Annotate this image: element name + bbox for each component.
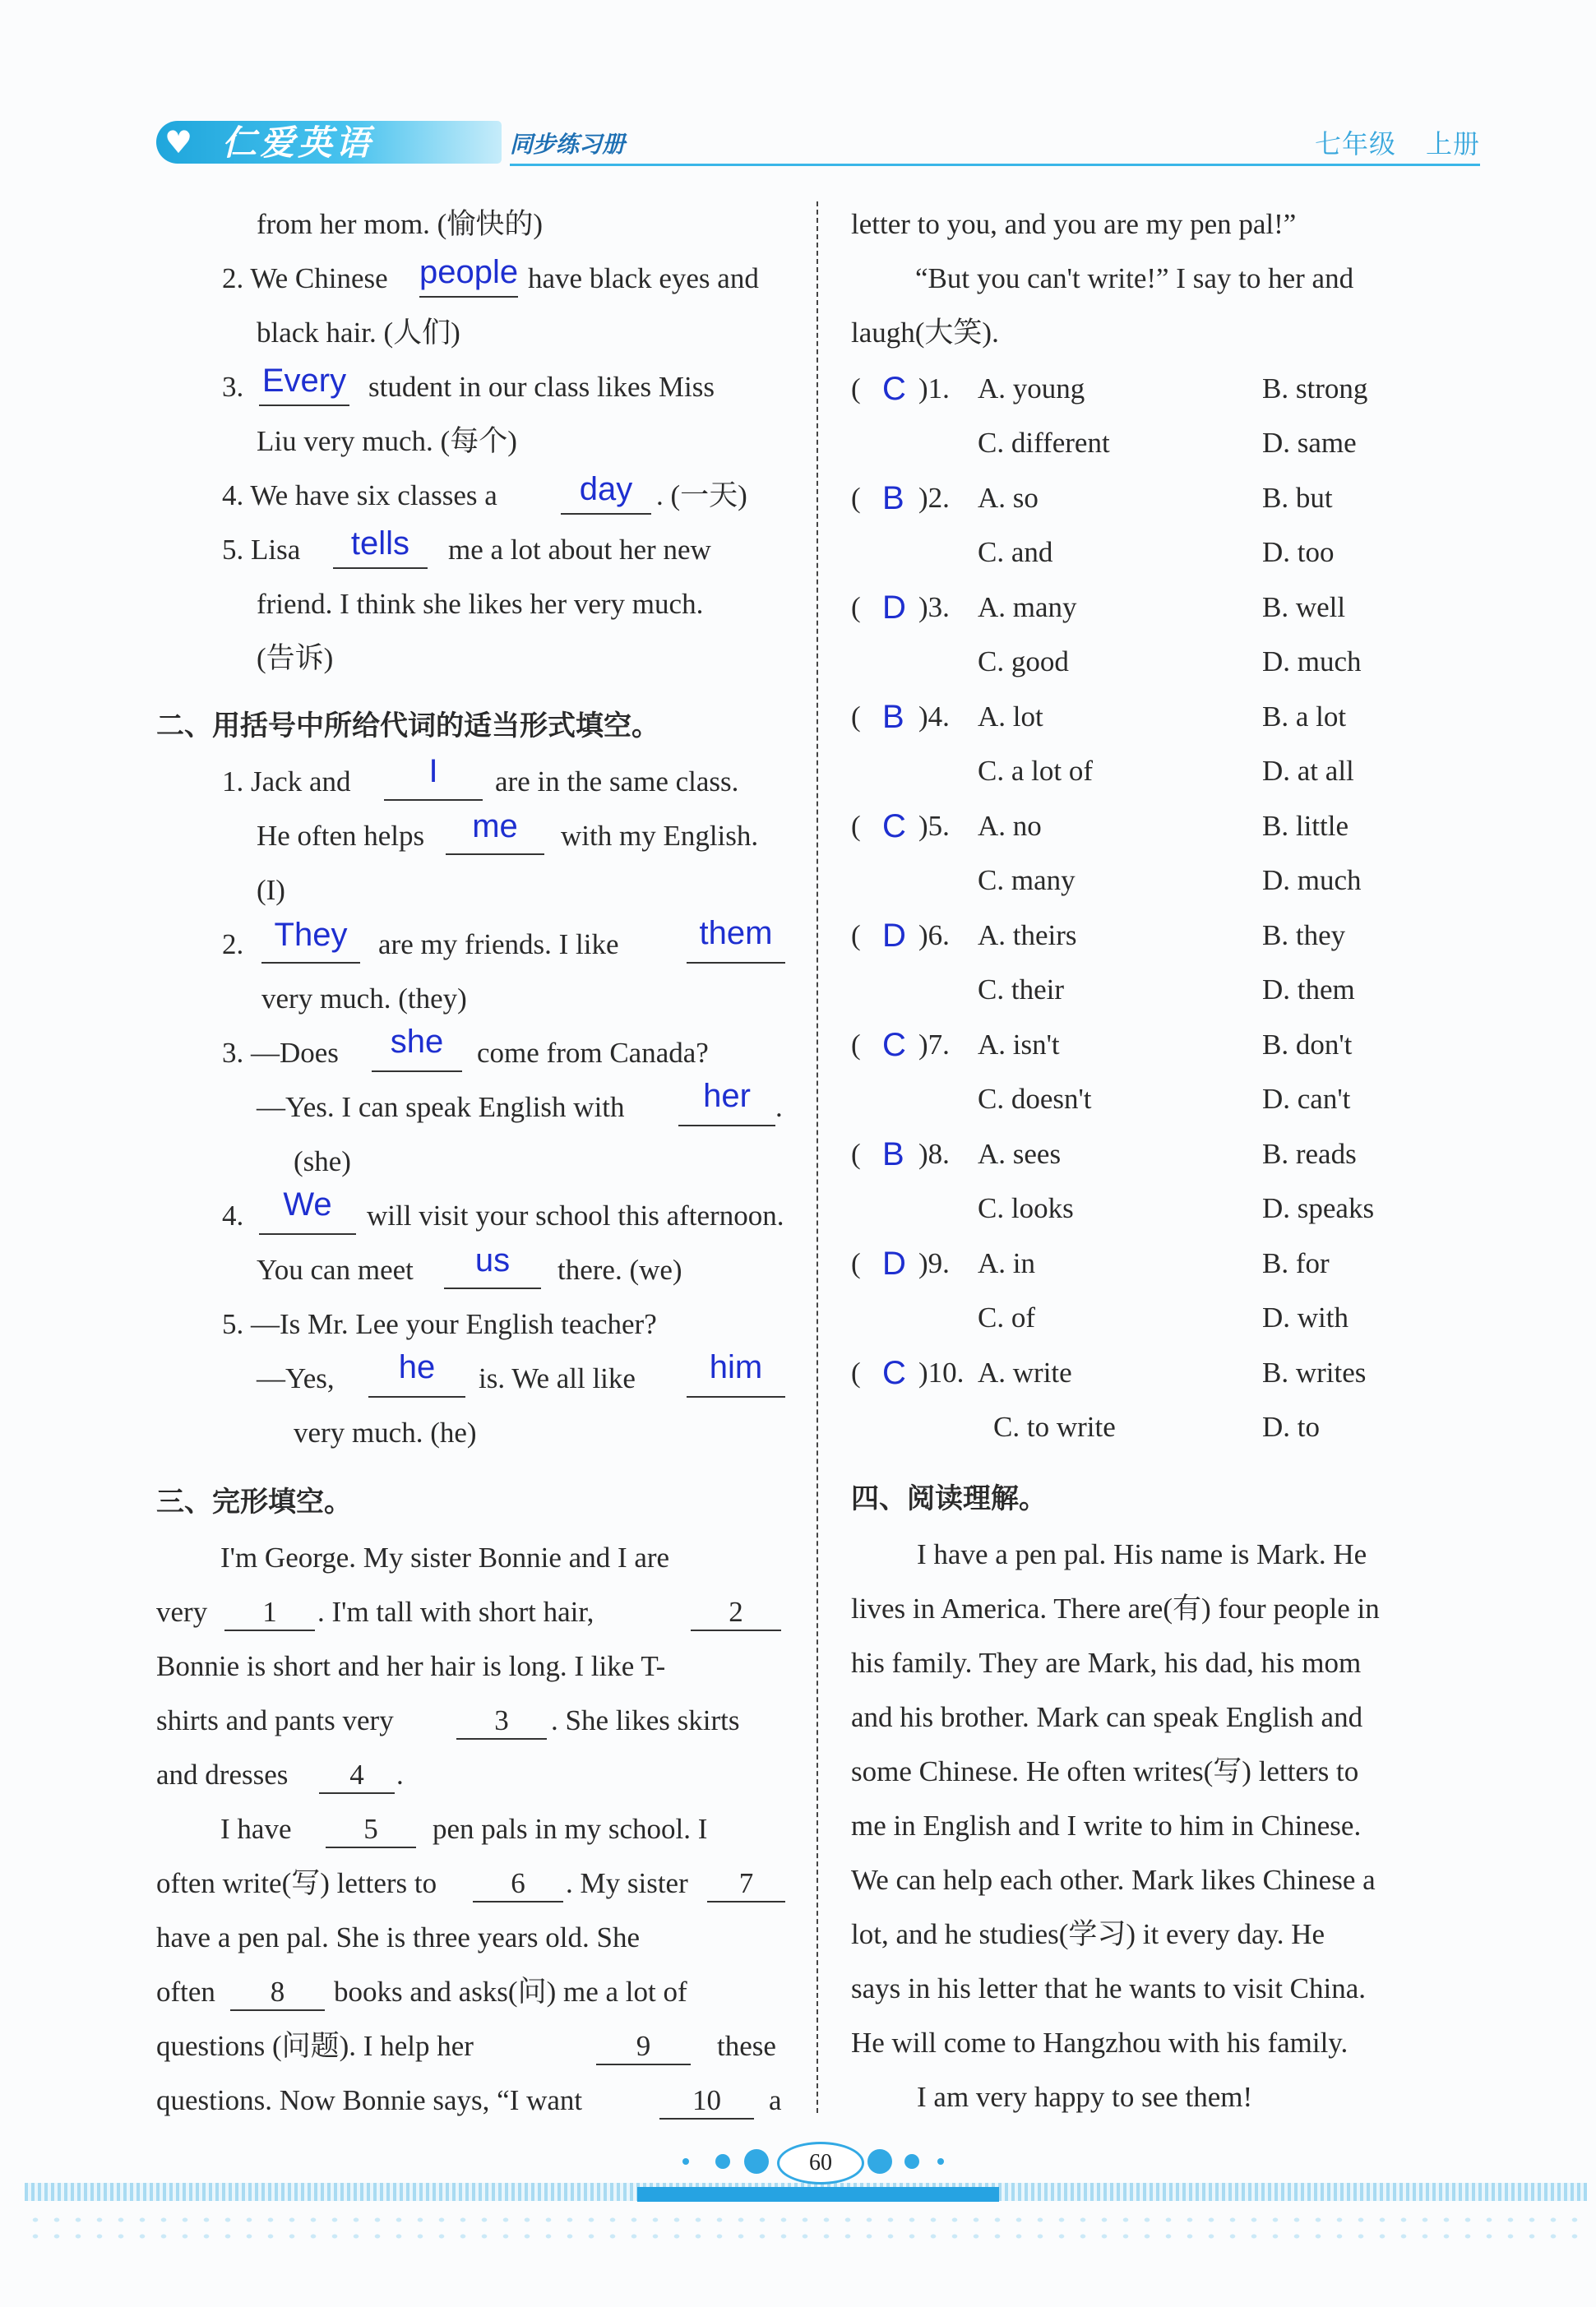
text-line: 5. —Is Mr. Lee your English teacher?	[222, 1308, 657, 1340]
filled-answer: They	[274, 917, 348, 953]
option-c: C. a lot of	[978, 755, 1093, 787]
open-paren: (	[851, 810, 861, 842]
text-line: I am very happy to see them!	[917, 2081, 1253, 2113]
question-number: )10.	[918, 1357, 965, 1389]
page-header	[148, 119, 1480, 169]
filled-answer: us	[474, 1242, 511, 1278]
selected-answer: D	[882, 589, 906, 626]
filled-answer: him	[709, 1349, 763, 1385]
answer-blank	[446, 853, 544, 855]
text-line: . My sister	[566, 1867, 688, 1899]
open-paren: (	[851, 1247, 861, 1279]
text-line: are my friends. I like	[378, 928, 619, 960]
text-line: —Yes. I can speak English with	[257, 1091, 625, 1123]
answer-blank	[687, 1396, 785, 1398]
option-c: C. doesn't	[978, 1083, 1092, 1115]
selected-answer: B	[882, 1136, 904, 1172]
open-paren: (	[851, 1357, 861, 1389]
text-line: a	[769, 2084, 782, 2116]
filled-answer: she	[390, 1024, 444, 1060]
cloze-number: 8	[270, 1976, 285, 2008]
filled-answer: her	[703, 1078, 751, 1114]
option-c: C. many	[978, 864, 1076, 896]
text-line: often write(写) letters to	[156, 1867, 437, 1899]
filled-answer: tells	[350, 525, 410, 562]
answer-blank	[333, 567, 428, 569]
text-line: 1. Jack and	[222, 765, 351, 798]
selected-answer: C	[882, 371, 906, 407]
option-d: D. much	[1262, 645, 1362, 677]
heart-icon: ♥	[164, 124, 193, 160]
text-line: books and asks(问) me a lot of	[334, 1976, 687, 2008]
volume: 上册	[1425, 128, 1480, 160]
text-line: (告诉)	[257, 642, 334, 674]
text-line: often	[156, 1976, 215, 2008]
text-line: is. We all like	[479, 1362, 636, 1394]
text-line: pen pals in my school. I	[433, 1813, 708, 1845]
option-c: C. and	[978, 536, 1053, 568]
text-line: lot, and he studies(学习) it every day. He	[851, 1918, 1325, 1950]
decor-dot	[867, 2149, 892, 2174]
answer-blank	[368, 1396, 465, 1398]
text-line: friend. I think she likes her very much.	[257, 588, 704, 620]
decor-dot	[744, 2149, 769, 2174]
cloze-number: 7	[738, 1867, 754, 1899]
option-d: D. speaks	[1262, 1192, 1375, 1224]
section-title: 三、完形填空。	[156, 1486, 352, 1519]
option-a: A. theirs	[978, 919, 1077, 951]
page-number: 60	[777, 2142, 864, 2184]
cloze-number: 4	[349, 1759, 364, 1791]
answer-blank	[561, 513, 651, 515]
text-line: me in English and I write to him in Chinese.	[851, 1810, 1362, 1842]
answer-blank	[384, 799, 483, 801]
option-d: D. much	[1262, 864, 1362, 896]
open-paren: (	[851, 700, 861, 733]
option-d: D. at all	[1262, 755, 1354, 787]
question-number: )9.	[918, 1247, 950, 1279]
book-subtitle: 同步练习册	[510, 131, 626, 158]
text-line: very much. (they)	[261, 982, 467, 1015]
text-line: Bonnie is short and her hair is long. I like T-	[156, 1650, 666, 1682]
option-a: A. isn't	[978, 1029, 1060, 1061]
cloze-number: 9	[636, 2030, 651, 2062]
selected-answer: C	[882, 808, 906, 844]
text-line: very much. (he)	[294, 1417, 477, 1449]
grade: 七年级	[1314, 128, 1396, 160]
answer-blank	[419, 296, 518, 298]
option-c: C. of	[978, 1301, 1035, 1334]
question-number: )4.	[918, 700, 950, 733]
answer-blank	[259, 1233, 356, 1235]
text-line: from her mom. (愉快的)	[257, 208, 543, 240]
text-line: letter to you, and you are my pen pal!”	[851, 208, 1297, 240]
text-line: .	[396, 1759, 404, 1791]
grade-label	[1315, 127, 1480, 160]
option-b: B. for	[1262, 1247, 1330, 1279]
filled-answer: I	[428, 753, 438, 789]
text-line: —Yes,	[257, 1362, 335, 1394]
open-paren: (	[851, 1138, 861, 1170]
option-b: B. well	[1262, 591, 1346, 623]
answer-blank	[687, 962, 785, 964]
question-number: )1.	[918, 372, 950, 405]
text-line: with my English.	[561, 820, 759, 852]
text-line: 4.	[222, 1200, 244, 1232]
option-c: C. looks	[978, 1192, 1074, 1224]
filled-answer: me	[472, 808, 518, 844]
text-line: (I)	[257, 874, 285, 906]
text-line: questions. Now Bonnie says, “I want	[156, 2084, 583, 2116]
option-b: B. reads	[1262, 1138, 1357, 1170]
text-line: these	[717, 2030, 776, 2062]
text-line: says in his letter that he wants to visit China.	[851, 1972, 1367, 2004]
filled-answer: day	[579, 471, 633, 507]
filled-answer: We	[283, 1186, 332, 1223]
question-number: )2.	[918, 482, 950, 514]
text-line: questions (问题). I help her	[156, 2030, 474, 2062]
section-title: 四、阅读理解。	[851, 1482, 1047, 1515]
option-d: D. too	[1262, 536, 1335, 568]
question-number: )8.	[918, 1138, 950, 1170]
selected-answer: C	[882, 1027, 906, 1063]
text-line: .	[775, 1091, 783, 1123]
option-a: A. lot	[978, 700, 1043, 733]
text-line: student in our class likes Miss	[368, 371, 715, 403]
open-paren: (	[851, 482, 861, 514]
cloze-number: 1	[262, 1596, 277, 1628]
option-d: D. can't	[1262, 1083, 1351, 1115]
option-b: B. don't	[1262, 1029, 1353, 1061]
text-line: I'm George. My sister Bonnie and I are	[220, 1542, 670, 1574]
text-line: laugh(大笑).	[851, 317, 999, 349]
option-a: A. no	[978, 810, 1042, 842]
text-line: come from Canada?	[477, 1037, 709, 1069]
text-line: 2. We Chinese	[222, 262, 388, 294]
question-number: )3.	[918, 591, 950, 623]
text-line: shirts and pants very	[156, 1704, 394, 1736]
cloze-number: 10	[692, 2084, 721, 2116]
option-c: C. to write	[993, 1411, 1116, 1443]
text-line: Liu very much. (每个)	[257, 425, 517, 457]
option-d: D. to	[1262, 1411, 1320, 1443]
option-a: A. sees	[978, 1138, 1062, 1170]
text-line: . She likes skirts	[551, 1704, 740, 1736]
text-line: some Chinese. He often writes(写) letters to	[851, 1755, 1359, 1787]
open-paren: (	[851, 591, 861, 623]
option-b: B. writes	[1262, 1357, 1367, 1389]
text-line: and his brother. Mark can speak English and	[851, 1701, 1363, 1733]
selected-answer: D	[882, 1246, 906, 1282]
option-b: B. they	[1262, 919, 1346, 951]
section-title: 二、用括号中所给代词的适当形式填空。	[156, 710, 659, 742]
option-a: A. write	[978, 1357, 1072, 1389]
answer-blank	[678, 1125, 775, 1126]
option-a: A. in	[978, 1247, 1035, 1279]
decor-dot	[904, 2154, 919, 2169]
decor-dot	[715, 2154, 730, 2169]
cloze-number: 2	[729, 1596, 743, 1628]
text-line: 4. We have six classes a	[222, 479, 497, 511]
open-paren: (	[851, 919, 861, 951]
answer-blank	[444, 1288, 541, 1289]
option-b: B. but	[1262, 482, 1333, 514]
text-line: 3.	[222, 371, 244, 403]
option-d: D. them	[1262, 973, 1355, 1006]
text-line: have a pen pal. She is three years old. She	[156, 1921, 641, 1953]
selected-answer: C	[882, 1355, 906, 1391]
text-line: will visit your school this afternoon.	[367, 1200, 784, 1232]
text-line: are in the same class.	[495, 765, 739, 798]
filled-answer: Every	[261, 363, 347, 399]
open-paren: (	[851, 372, 861, 405]
filled-answer: he	[398, 1349, 436, 1385]
open-paren: (	[851, 1029, 861, 1061]
logo-text: 仁爱英语	[222, 123, 374, 163]
text-line: 3. —Does	[222, 1037, 339, 1069]
answer-blank	[372, 1070, 462, 1072]
decor-dot	[682, 2158, 689, 2165]
text-line: We can help each other. Mark likes Chinese a	[851, 1864, 1376, 1896]
cloze-number: 3	[494, 1704, 509, 1736]
text-line: there. (we)	[557, 1254, 682, 1286]
column-divider	[817, 201, 818, 2113]
text-line: I have a pen pal. His name is Mark. He	[917, 1538, 1367, 1570]
decor-dot	[937, 2158, 944, 2165]
text-line: lives in America. There are(有) four people in	[851, 1593, 1380, 1625]
text-line: and dresses	[156, 1759, 289, 1791]
text-line: have black eyes and	[528, 262, 759, 294]
footer-dots	[25, 2212, 1587, 2245]
text-line: . (一天)	[656, 479, 747, 511]
text-line: 5. Lisa	[222, 534, 301, 566]
selected-answer: B	[882, 480, 904, 516]
text-line: black hair. (人们)	[257, 317, 460, 349]
option-c: C. different	[978, 427, 1110, 459]
text-line: . I'm tall with short hair,	[317, 1596, 594, 1628]
option-b: B. strong	[1262, 372, 1368, 405]
text-line: very	[156, 1596, 208, 1628]
text-line: his family. They are Mark, his dad, his mom	[851, 1647, 1362, 1679]
footer-bar	[637, 2187, 999, 2202]
answer-blank	[259, 405, 349, 406]
text-line: me a lot about her new	[448, 534, 711, 566]
selected-answer: B	[882, 699, 904, 735]
cloze-number: 5	[363, 1813, 378, 1845]
option-b: B. a lot	[1262, 700, 1347, 733]
question-number: )6.	[918, 919, 950, 951]
text-line: 2.	[222, 928, 244, 960]
option-d: D. same	[1262, 427, 1357, 459]
text-line: He often helps	[257, 820, 425, 852]
answer-blank	[261, 962, 360, 964]
text-line: You can meet	[257, 1254, 414, 1286]
option-b: B. little	[1262, 810, 1349, 842]
filled-answer: people	[419, 254, 519, 290]
option-a: A. young	[978, 372, 1085, 405]
header-rule	[510, 164, 1480, 166]
option-d: D. with	[1262, 1301, 1349, 1334]
selected-answer: D	[882, 918, 906, 954]
question-number: )7.	[918, 1029, 950, 1061]
option-a: A. many	[978, 591, 1077, 623]
option-a: A. so	[978, 482, 1039, 514]
text-line: I have	[220, 1813, 292, 1845]
option-c: C. their	[978, 973, 1064, 1006]
text-line: “But you can't write!” I say to her and	[915, 262, 1354, 294]
brand-logo	[156, 121, 502, 164]
text-line: He will come to Hangzhou with his family.	[851, 2027, 1349, 2059]
text-line: (she)	[294, 1145, 351, 1177]
filled-answer: them	[699, 915, 773, 951]
option-c: C. good	[978, 645, 1069, 677]
cloze-number: 6	[511, 1867, 525, 1899]
question-number: )5.	[918, 810, 950, 842]
